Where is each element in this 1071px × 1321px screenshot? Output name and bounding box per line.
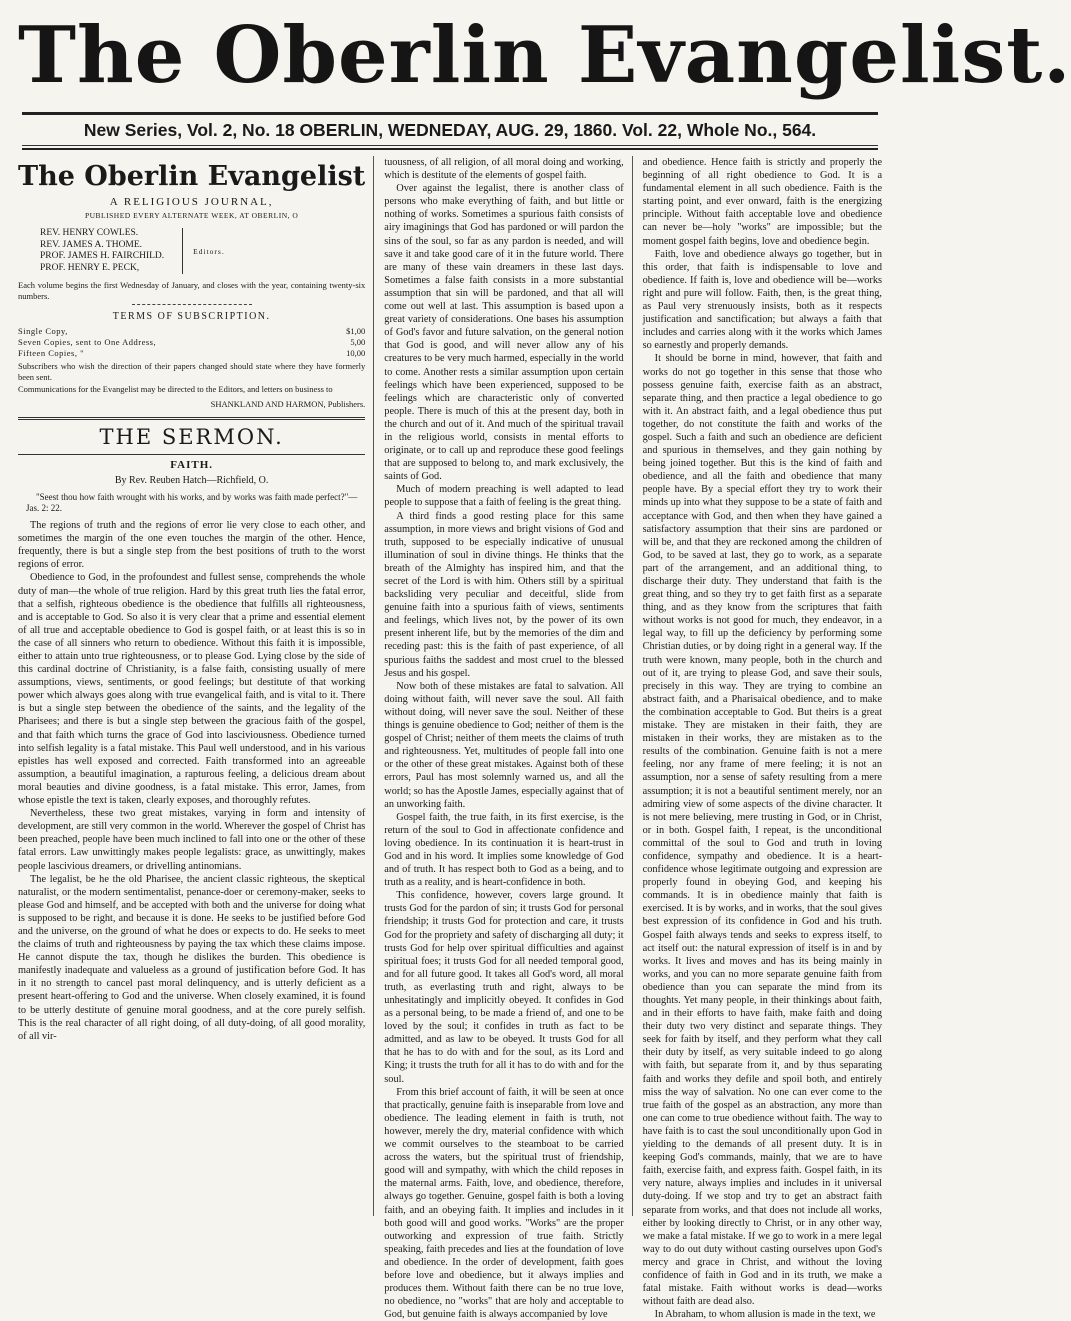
column-3 bbox=[642, 156, 883, 1321]
publishers: SHANKLAND AND HARMON, Publishers. bbox=[210, 398, 366, 409]
paragraph: Obedience to God, in the profoundest and fullest sense, comprehends the whole duty of man—the whole of true religion. Hard by this great truth lies the fatal error, that a selfish, righteous obedience is the obedience that fulfills all righteousness, and is acceptable to God. So also it is very clear that a prime and essential element of all true and acceptable obedience to God is gospel faith, or at least this is so in the case of all sinners who return to obedience. Without this faith it is impossible, either to attain unto true righteousness, or to please God. Lying close by the side of this cardinal doctrine of Christianity, is a false faith, consisting usually of mere assumptions, views, sentiments, or good feelings; but destitute of that working power which always goes along with true evangelical faith, and is vital to it. There is but a single step between the obedience of the saints, and the legality of the Pharisees; and there is but a single step between the gracious faith of the gospel, and that faith which turns the grace of God into lasciviousness. Obedience turned into selfish legality is a fatal mistake. This Paul well understood, and in his various epistles has well exposed and corrected. Faith transformed into an agreeable assumption, a beautiful imagination, a rapturous feeling, a delicious dream about moral beauties and divine goodness, is a fatal mistake. This error, James, from whose epistle the text is taken, clearly exposes, and thoroughly refutes. bbox=[18, 572, 366, 807]
paragraph: The legalist, be he the old Pharisee, the ancient classic righteous, the skeptical naturalist, or the modern sentimentalist, penance-doer or ceremony-maker, seeks to please God and himself, and be accepted with both and the universe for doing what is supposed to be right, and because it is done. He seeks to be justified before God and the universe, on the ground of what he does or expects to do. He seeks to meet the claims of truth and righteousness by paying the tax which these claims impose. He cannot dispute the tax, though he dislikes the burden. This obedience is manifestly inadequate and valueless as a ground of justification before God. It has in it no strength to cancel past moral delinquency, and is utterly deficient as a present heart-offering to God and the universe. When closely examined, it is found to be utterly destitute of genuine moral goodness, and at the core purely selfish. This is the real character of all right doing, of all duty-doing, of all good morality, of all vir- bbox=[18, 873, 366, 1042]
paragraph: It should be borne in mind, however, that faith and works do not go together in this sense that those who possess genuine faith, exercise faith as an abstract, separate thing, and then practice a legal obedience to go with it. An abstract faith, and a legal obedience thus put together, do not constitute the faith and works of the gospel. Such a faith and such an obedience are deficient and spurious in themselves, and they gain nothing by being joined together. But this is the kind of faith and obedience, and all the faith and obedience that many people have. By a special effort they try to work their minds up into what they suppose to be a state of faith and acceptance with God, and then when they have gained a satisfactory assumption that their sins are pardoned or will be, and that they are reckoned among the children of God, to be saved at last, they go to work, as a separate part of the arrangement, and an additional thing, to discharge their duty. They understand that faith is the great thing, and so they try to get faith first as a separate thing, and as they know from the scriptures that faith without works is not good for much, they endeavor, in a legal way, to fill up the deficiency by performing some Christian duties, or by doing right in a general way. If the truth were known, many people, both in the church and out of it, are trying to please God, and save their souls, precisely in this way. They are trying to combine an abstract faith, and a Pharisaical obedience, and to make the combination acceptable to God. But theirs is a great mistake. They are mistaken in their faith, they are mistaken in their works, they are mistaken as to the results of the combination. Genuine faith is not a mere feeling, nor any frame of mere feeling; it is not an assumption, nor a sense of safety resulting from a mere assumption; it is not a beautiful sentiment merely, nor an admiring view of some aspects of the divine character. It is not mere believing, mere trusting in God, or in Christ, or in both. Gospel faith, I repeat, is the unconditional committal of the soul to God and truth in loving confidence, sympathy and obedience. It is a heart-confidence whose legitimate outgoing and expression are properly found in obeying God, and keeping his commands. It is in obedience mainly that faith is exercised. It is by works, and in works, that the soul gives best expression of its confidence in God and his truth. Gospel faith always tends and seeks to express itself, to act itself out: the natural expression of itself is in and by works. It lives and moves and has its being mainly in works, and you can no more separate genuine faith from obedience than you can separate the mind from its thoughts. Yet many people, in their thinkings about faith, and in their efforts to have faith, make faith and doing their duty two very distinct and separate things. They seek for faith by itself, and they perform what they call their duty by itself, as very suitable indeed to go along with faith, but separate from it, and by thus separating faith and works they defile and spoil both, and entirely miss the way of salvation. No one can ever come to the true faith of the gospel as an abstraction, any more than one can come to true obedience without faith. The way to have faith is to cast the soul unconditionally upon God in yielding to the demands of all present duty. It is in keeping God's commands, mainly, that we are to have faith, exercise faith, and express faith. Gospel faith, in its very nature, always implies and includes in it universal duty-doing. If we stop and try to get an abstract faith separate from works, and that does not include all works, either by looking directly to Christ, or in any other way, we make a fatal mistake. If we go to work in a mere legal way to do out duty without casting ourselves upon God's mercy and grace in Christ, and without the loving confidence of faith in God and in its truth, we make a fatal mistake. Faith without works is dead—works without faith are dead also. bbox=[642, 353, 883, 1308]
paragraph: The regions of truth and the regions of error lie very close to each other, and sometimes the margin of the one even touches the margin of the other. Hence, frequently, there is but a single step from the best positions of truth to the worst regions of error. bbox=[18, 520, 366, 571]
paragraph: tuousness, of all religion, of all moral doing and working, which is destitute of the elements of gospel faith. bbox=[384, 157, 624, 182]
terms-label: Single Copy, bbox=[18, 326, 68, 337]
terms-title: TERMS OF SUBSCRIPTION. bbox=[112, 311, 271, 323]
editors-block bbox=[40, 228, 365, 274]
terms-label: Fifteen Copies, " bbox=[18, 348, 85, 359]
sermon-heading: THE SERMON. bbox=[99, 424, 284, 449]
paragraph: Gospel faith, the true faith, in its first exercise, is the return of the soul to God in affectionate confidence and loving obedience. In its continuation it is heart-trust in God and in his word. It implies some knowledge of God and of truth. It has respect both to God as a being, and to truth as a reality, and is heart-confidence in both. bbox=[384, 811, 624, 889]
subscribers-note: Subscribers who wish the direction of their papers changed should state where they have formerly been sent. bbox=[18, 361, 366, 382]
editors-names bbox=[40, 228, 183, 274]
terms-row bbox=[18, 337, 365, 348]
colophon-journal: A RELIGIOUS JOURNAL, bbox=[109, 196, 274, 208]
colophon-published: PUBLISHED EVERY ALTERNATE WEEK, AT OBERLIN, O bbox=[84, 211, 299, 221]
sermon-epigraph: "Seest thou how faith wrought with his works, and by works was faith made perfect?"—Jas. 2: 22. bbox=[26, 492, 358, 514]
issue-rule bbox=[22, 145, 878, 150]
editor-name: REV. JAMES A. THOME. bbox=[40, 239, 143, 250]
paragraph: From this brief account of faith, it will be seen at once that practically, genuine faith is inseparable from love and obedience. The leading element in faith is truth, not however, merely the dry, material confidence with which we commit ourselves to the steamboat to be carried across the waters, but the spiritual trust of friendship, good will and sympathy, with which the child reposes in the maternal arms. Faith, love, and obedience, therefore, always go together. Genuine, gospel faith is both a loving faith, and an obeying faith. It implies and includes in it both good will and good works. "Works" are the proper outworking and expression of true faith. Strictly speaking, faith precedes and lies at the foundation of love and obedience. In the order of development, faith goes before love and obedience, but it always implies and produces them. Without faith there can be no true love, no obedience, no "works" that are holy and acceptable to God, but genuine faith is always accompanied by love bbox=[384, 1086, 624, 1321]
paragraph: Over against the legalist, there is another class of persons who make everything of faith, and but little or nothing of works. Sometimes a spurious faith consists of airy imaginings that God has pardoned or will pardon the sins of the soul, so far as any pardon is needed, and will save it and take good care of it in the future world. There are many of these vain dreamers in these last days. Sometimes a false faith consists in a more substantial assumption that sin will be pardoned, and that all will come out well at last. This assumption is based upon a great variety of considerations. One bases his assumption of God's favor and future salvation, on the general notion that God is good, and will never allow any of his creatures to be very much harmed, especially in the world to come. Another rests a similar assumption upon certain feelings which have been experienced, supposed to be feelings which are characteristic only of converted people. There is much of this at the present day, both in the church and out of it. And much of the spiritual travail in the religious world, consists in mental efforts to originate, or to call up and reproduce these good feelings that are supposed to belong to, and mark exclusively, the saints of God. bbox=[384, 183, 624, 483]
sermon-byline: By Rev. Reuben Hatch—Richfield, O. bbox=[114, 474, 269, 486]
divider bbox=[132, 304, 252, 305]
paragraph: In Abraham, to whom allusion is made in the text, we bbox=[654, 1309, 876, 1321]
column-1 bbox=[18, 156, 374, 1216]
paragraph: Faith, love and obedience always go together, but in this order, that faith is indispensable to love and obedience. If faith is, love and obedience will be—works right and pure will follow. Faith, then, is the great thing, as Paul very strenuously insists, both as it respects justification and sanctification; but always a faith that includes and carries along with it the works which James so earnestly and properly demands. bbox=[642, 248, 883, 352]
issue-line: New Series, Vol. 2, No. 18 OBERLIN, WEDNEDAY, AUG. 29, 1860. Vol. 22, Whole No., 564. bbox=[83, 120, 817, 140]
article-columns bbox=[18, 156, 883, 1321]
paragraph: Now both of these mistakes are fatal to salvation. All doing without faith, will never save the soul. All faith without doing, will never save the soul. Neither of these things is genuine obedience to God; neither of them is the gospel of Christ; neither of them meets the claims of truth and righteousness. Yet, multitudes of people fall into one or the other of these great mistakes. Against both of these errors, Paul has most solemnly warned us, and all the world; so has the Apostle James, especially against that of an unworking faith. bbox=[384, 680, 624, 810]
sermon-title: FAITH. bbox=[170, 458, 214, 471]
editor-name: PROF. HENRY E. PECK, bbox=[40, 262, 140, 273]
terms-label: Seven Copies, sent to One Address, bbox=[18, 337, 157, 348]
communications-note: Communications for the Evangelist may be directed to the Editors, and letters on business to bbox=[18, 384, 333, 395]
paragraph: This confidence, however, covers large ground. It trusts God for the pardon of sin; it trusts God for personal friendship; it trusts God for protection and care, it trusts God for the propriety and safety of discharging all duty; it trusts God for help over spiritual difficulties and against spiritual foes; it trusts God for all needed temporal good, and for all future good. It takes all God's word, all moral truth, as everlasting truth and right, always to be unhesitatingly and implicitly obeyed. It confides in God as a personal being, to be made a friend of, and one to be loved by the soul; it confides in truth as fact to be admitted, and as law to be obeyed. It trusts God for all that he has to do with and for the soul, as its Lord and King; it trusts the truth for all it has to do with and for the soul. bbox=[384, 890, 624, 1085]
editor-name: REV. HENRY COWLES. bbox=[40, 228, 139, 239]
paragraph: A third finds a good resting place for this same assumption, in more views and bright visions of God and truth, supposed to be especially indicative of unusual illumination of soul in divine things. He thinks that the breath of the Almighty has inspired him, and that the secret of the Lord is with him. Others still by a spiritual backsliding very peculiar and deceitful, slide from genuine faith into a spurious faith of views, sentiments and feelings, which lives not, by the power of its own present inherent life, but by the memories of the dim and receding past: this is the faith of past experience, of all spurious faiths the saddest and most cruel to the blessed Jesus and his gospel. bbox=[384, 510, 624, 679]
paragraph: Much of modern preaching is well adapted to lead people to suppose that a faith of feeling is the great thing. bbox=[384, 484, 624, 509]
terms-row bbox=[18, 348, 365, 359]
terms-price: 10,00 bbox=[346, 348, 366, 359]
terms-price: 5,00 bbox=[350, 337, 366, 348]
terms-price: $1,00 bbox=[346, 326, 366, 337]
paragraph: and obedience. Hence faith is strictly and properly the beginning of all right obedience to God. It is a fundamental element in all such obedience. Faith is the starting point, and ever onward, faith is the energizing principle. Without faith acceptable love and obedience can never be—holy "works" are impossible; but the moment gospel faith begins, love and obedience begin. bbox=[642, 157, 883, 247]
divider bbox=[18, 417, 365, 420]
masthead-title: The Oberlin Evangelist. bbox=[18, 10, 1071, 101]
editors-label: Editors. bbox=[193, 246, 225, 256]
column-2 bbox=[384, 156, 632, 1321]
terms-row bbox=[18, 326, 365, 337]
volume-note: Each volume begins the first Wednesday of January, and closes with the year, containing twenty-six numbers. bbox=[18, 280, 366, 301]
colophon-title: The Oberlin Evangelist bbox=[18, 161, 366, 192]
divider bbox=[18, 454, 365, 455]
editor-name: PROF. JAMES H. FAIRCHILD. bbox=[40, 251, 165, 262]
paragraph: Nevertheless, these two great mistakes, varying in form and intensity of development, are still very common in the world. Wherever the gospel of Christ has been preached, people have been much inclined to fall into one or the other of these fatal errors. Law unwittingly makes people legalists: grace, as unwittingly, makes people lascivious dreamers, or drivelling antinomians. bbox=[18, 808, 366, 872]
